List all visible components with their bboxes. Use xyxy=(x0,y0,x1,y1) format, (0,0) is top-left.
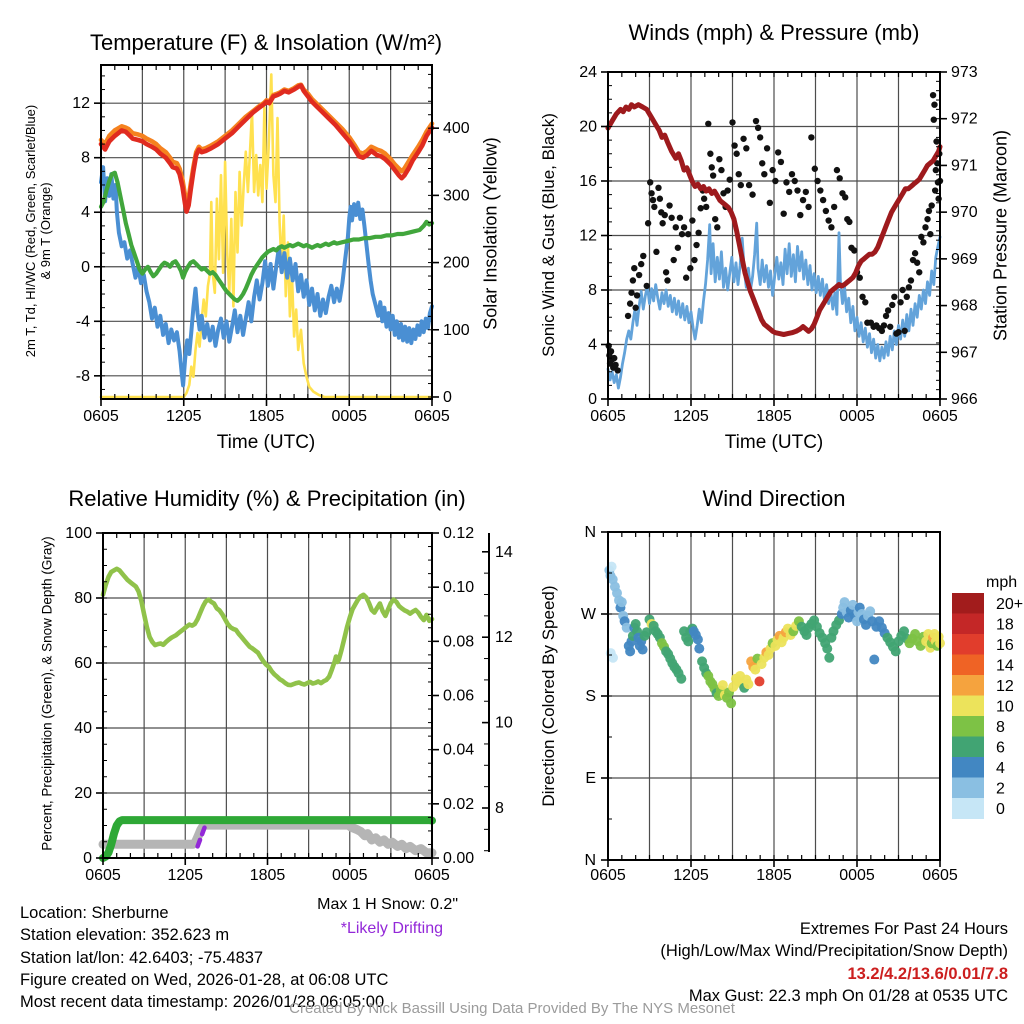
svg-text:1805: 1805 xyxy=(756,867,792,884)
svg-text:W: W xyxy=(580,606,596,623)
svg-text:40: 40 xyxy=(74,720,92,737)
humidity-y-axis-label: Percent, Precipitation (Green), & Snow Depth (Gray) xyxy=(39,536,55,851)
svg-text:1205: 1205 xyxy=(165,408,202,425)
svg-text:0: 0 xyxy=(81,258,90,276)
svg-text:0605: 0605 xyxy=(83,408,119,425)
svg-text:2: 2 xyxy=(996,780,1005,798)
extremes-values: 13.2/4.2/13.6/0.01/7.8 xyxy=(847,964,1008,983)
extremes-title: Extremes For Past 24 Hours xyxy=(799,920,1008,938)
svg-text:967: 967 xyxy=(951,344,978,362)
svg-text:0.06: 0.06 xyxy=(443,687,475,705)
svg-text:0.02: 0.02 xyxy=(443,795,475,813)
svg-text:4: 4 xyxy=(588,336,597,354)
svg-text:20: 20 xyxy=(74,785,92,802)
svg-text:12: 12 xyxy=(996,677,1014,695)
credit-footer: Created By Nick Bassill Using Data Provided By The NYS Mesonet xyxy=(289,1000,735,1017)
svg-text:-4: -4 xyxy=(75,313,90,331)
svg-text:0.12: 0.12 xyxy=(443,525,475,542)
insolation-y-axis-label: Solar Insolation (Yellow) xyxy=(480,137,501,330)
figure-created-timestamp: Figure created on Wed, 2026-01-28, at 06:08 UTC xyxy=(20,970,389,989)
svg-text:200: 200 xyxy=(443,254,470,272)
svg-text:14: 14 xyxy=(495,543,513,561)
humidity-chart-title: Relative Humidity (%) & Precipitation (in) xyxy=(68,486,466,511)
wind-direction-chart-title: Wind Direction xyxy=(702,486,846,511)
svg-text:N: N xyxy=(584,852,596,869)
svg-text:968: 968 xyxy=(951,297,978,315)
station-elevation: Station elevation: 352.623 m xyxy=(20,926,230,945)
sonic-wind-y-axis-label: Sonic Wind & Gust (Blue, Black) xyxy=(539,113,558,357)
svg-text:966: 966 xyxy=(951,391,978,408)
svg-text:100: 100 xyxy=(443,321,470,339)
svg-text:80: 80 xyxy=(74,590,92,607)
extremes-block xyxy=(660,918,1008,1007)
temperature-y-axis-label-line2: & 9m T (Orange) xyxy=(38,182,53,280)
svg-text:8: 8 xyxy=(588,282,597,299)
temperature-x-axis-label: Time (UTC) xyxy=(216,432,316,453)
svg-text:-8: -8 xyxy=(75,367,90,385)
station-info-block xyxy=(20,902,388,1013)
extremes-subtitle: (High/Low/Max Wind/Precipitation/Snow Depth) xyxy=(660,942,1008,961)
svg-text:1205: 1205 xyxy=(673,408,709,425)
svg-text:0605: 0605 xyxy=(590,867,626,884)
svg-text:16: 16 xyxy=(996,636,1014,654)
svg-text:0: 0 xyxy=(588,391,597,408)
colorbar-unit-label: mph xyxy=(986,574,1018,591)
svg-text:0005: 0005 xyxy=(331,867,368,884)
svg-text:12: 12 xyxy=(579,227,597,245)
svg-text:10: 10 xyxy=(996,698,1014,716)
svg-text:972: 972 xyxy=(951,110,978,128)
svg-text:0605: 0605 xyxy=(922,408,958,425)
max-snow-note: Max 1 H Snow: 0.2" xyxy=(317,896,458,913)
svg-text:0005: 0005 xyxy=(839,867,875,884)
svg-text:0.00: 0.00 xyxy=(443,850,475,867)
svg-text:N: N xyxy=(584,524,596,541)
temperature-y-axis-label xyxy=(23,21,53,441)
svg-text:8: 8 xyxy=(996,718,1005,736)
svg-text:0: 0 xyxy=(996,800,1005,818)
svg-text:0.04: 0.04 xyxy=(443,741,475,759)
svg-text:4: 4 xyxy=(81,204,90,222)
direction-y-axis-label: Direction (Colored By Speed) xyxy=(539,585,558,807)
svg-text:8: 8 xyxy=(495,800,504,817)
svg-text:970: 970 xyxy=(951,204,978,222)
svg-text:0605: 0605 xyxy=(414,867,450,884)
svg-text:0005: 0005 xyxy=(839,408,875,425)
svg-text:0605: 0605 xyxy=(85,867,121,884)
svg-text:18: 18 xyxy=(996,616,1014,634)
svg-text:1805: 1805 xyxy=(756,408,792,425)
svg-text:60: 60 xyxy=(74,655,92,672)
likely-drifting-note: *Likely Drifting xyxy=(340,920,443,937)
svg-text:0005: 0005 xyxy=(331,408,368,425)
pressure-y-axis-label: Station Pressure (Maroon) xyxy=(990,129,1011,342)
svg-text:20: 20 xyxy=(579,118,597,136)
svg-text:0605: 0605 xyxy=(922,867,958,884)
svg-text:8: 8 xyxy=(81,149,90,167)
svg-text:14: 14 xyxy=(996,657,1014,675)
svg-text:969: 969 xyxy=(951,250,978,268)
svg-text:0.08: 0.08 xyxy=(443,633,475,651)
recent-data-timestamp: Most recent data timestamp: 2026/01/28 06:05:00 xyxy=(20,993,385,1012)
svg-text:400: 400 xyxy=(443,120,470,138)
svg-text:0: 0 xyxy=(83,850,92,867)
svg-text:20+: 20+ xyxy=(996,595,1024,613)
svg-text:S: S xyxy=(585,688,596,705)
svg-text:1205: 1205 xyxy=(673,867,709,884)
svg-text:6: 6 xyxy=(996,739,1005,757)
svg-text:0: 0 xyxy=(443,388,452,406)
temperature-y-axis-label-line1: 2m T, Td, HI/WC (Red, Green, Scarlet/Blue) xyxy=(23,104,38,358)
svg-text:E: E xyxy=(585,770,596,787)
svg-text:1805: 1805 xyxy=(249,867,286,884)
svg-text:16: 16 xyxy=(579,173,597,190)
svg-text:971: 971 xyxy=(951,157,978,175)
svg-text:24: 24 xyxy=(579,64,597,81)
svg-text:12: 12 xyxy=(72,95,90,113)
winds-chart-title: Winds (mph) & Pressure (mb) xyxy=(628,20,920,45)
station-location: Location: Sherburne xyxy=(20,904,169,922)
svg-text:100: 100 xyxy=(65,525,92,542)
max-gust-text: Max Gust: 22.3 mph On 01/28 at 0535 UTC xyxy=(688,986,1008,1005)
svg-text:973: 973 xyxy=(951,64,978,81)
svg-text:4: 4 xyxy=(996,759,1005,777)
svg-text:0.10: 0.10 xyxy=(443,579,475,597)
svg-text:0605: 0605 xyxy=(590,408,626,425)
svg-text:300: 300 xyxy=(443,187,470,205)
station-latlon: Station lat/lon: 42.6403; -75.4837 xyxy=(20,948,264,967)
svg-text:10: 10 xyxy=(495,714,513,732)
winds-x-axis-label: Time (UTC) xyxy=(724,432,824,453)
svg-text:12: 12 xyxy=(495,629,513,647)
temperature-chart-title: Temperature (F) & Insolation (W/m²) xyxy=(89,30,443,55)
svg-text:0605: 0605 xyxy=(414,408,450,425)
svg-text:1205: 1205 xyxy=(167,867,204,884)
svg-text:1805: 1805 xyxy=(248,408,285,425)
